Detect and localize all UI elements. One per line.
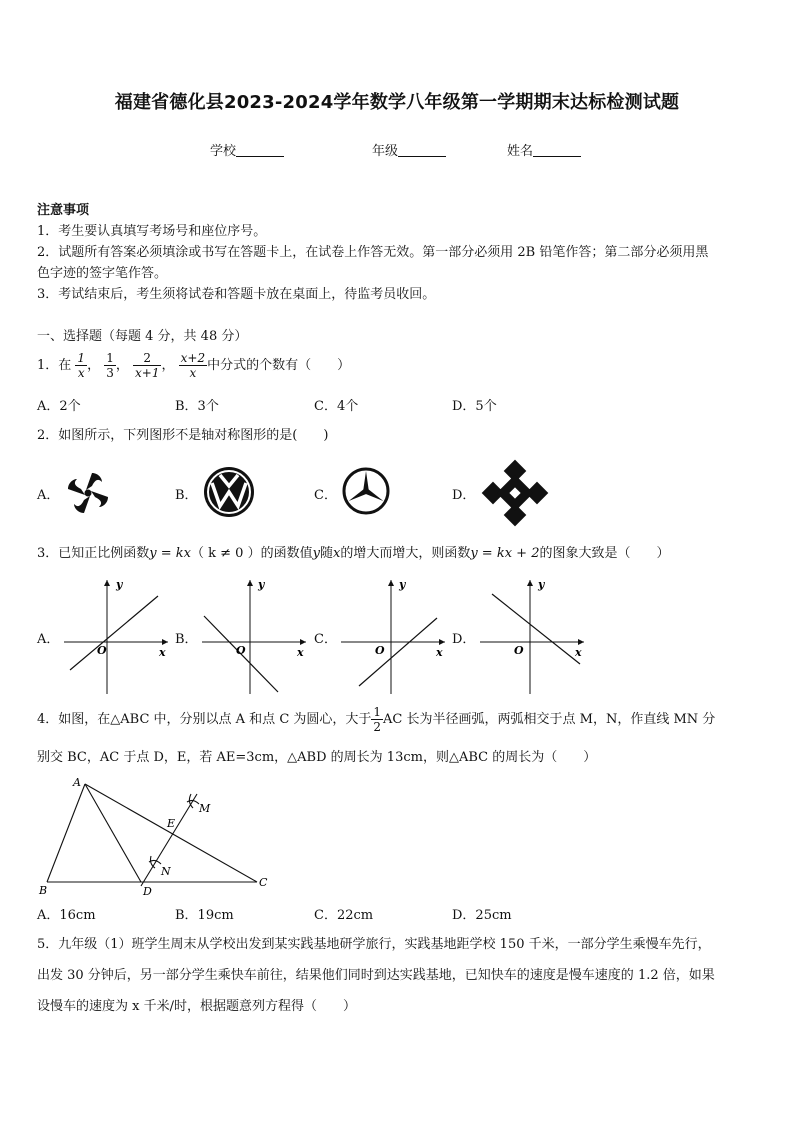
q1-prefix: 1．在	[37, 358, 72, 373]
option-b[interactable]: B．	[175, 632, 198, 647]
y-axis-label: y	[538, 578, 545, 591]
option-d[interactable]: D．5个	[452, 399, 497, 414]
equation: y = kx	[149, 546, 191, 561]
notice-item: 色字迹的签字笔作答。	[37, 266, 168, 281]
option-a[interactable]: A．	[37, 488, 60, 503]
pinwheel-figure	[62, 467, 114, 519]
name-blank[interactable]	[533, 144, 581, 157]
question-1: 1．在 $\frac{1}{x}$ ， $\frac{1}{3}$ ， $\frac{2}{x+1}$ ， $\frac{x+2}{x}$ 中分式的个数有（ ）	[37, 351, 351, 380]
diamond-cross-figure	[480, 458, 550, 528]
option-b[interactable]: B．	[175, 488, 198, 503]
origin-label: O	[236, 644, 246, 657]
x-axis-label: x	[575, 646, 582, 659]
y-axis-label: y	[116, 578, 123, 591]
fraction: $\frac{1}{2}$	[373, 705, 382, 734]
option-a[interactable]: A．16cm	[37, 908, 96, 923]
graph-d	[478, 576, 588, 696]
question-4-line-2: 别交 BC，AC 于点 D，E，若 AE=3cm，△ABD 的周长为 13cm，则△ABC 的周长为（ ）	[37, 750, 597, 765]
origin-label: O	[514, 644, 524, 657]
equation: y = kx + 2	[470, 546, 540, 561]
fraction: $\frac{1}{3}$	[106, 351, 114, 380]
point-e-label: E	[167, 817, 176, 830]
question-4-line-1: 4．如图，在△ABC 中，分别以点 A 和点 C 为圆心，大于 $\frac{1}{2}$ AC 长为半径画弧，两弧相交于点 M，N，作直线 MN 分	[37, 705, 716, 734]
grade-blank[interactable]	[398, 144, 446, 157]
option-d[interactable]: D．25cm	[452, 908, 512, 923]
point-b-label: B	[39, 884, 48, 897]
option-d[interactable]: D．	[452, 632, 476, 647]
point-m-label: M	[199, 802, 211, 815]
point-c-label: C	[259, 876, 268, 889]
graph-b	[200, 576, 310, 696]
option-c[interactable]: C．	[314, 632, 337, 647]
option-b[interactable]: B．3个	[175, 399, 219, 414]
school-label: 学校	[210, 144, 237, 159]
name-field	[507, 140, 581, 159]
section-heading: 一、选择题（每题 4 分，共 48 分）	[37, 329, 248, 344]
origin-label: O	[97, 644, 107, 657]
name-label: 姓名	[507, 144, 534, 159]
grade-field	[372, 140, 446, 159]
graph-a	[62, 576, 172, 696]
option-d[interactable]: D．	[452, 488, 476, 503]
fraction: $\frac{2}{x+1}$	[135, 351, 160, 380]
x-axis-label: x	[159, 646, 166, 659]
fraction: $\frac{x+2}{x}$	[180, 351, 206, 380]
question-5-line: 出发 30 分钟后，另一部分学生乘快车前往，结果他们同时到达实践基地，已知快车的速度是慢车速度的 1.2 倍，如果	[37, 968, 715, 983]
question-2: 2．如图所示，下列图形不是轴对称图形的是( )	[37, 428, 329, 443]
x-axis-label: x	[436, 646, 443, 659]
option-a[interactable]: A．	[37, 632, 60, 647]
option-c[interactable]: C．22cm	[314, 908, 374, 923]
mercedes-logo-figure	[341, 466, 391, 516]
grade-label: 年级	[372, 144, 399, 159]
point-d-label: D	[143, 885, 152, 898]
option-c[interactable]: C．	[314, 488, 337, 503]
vw-logo-figure	[203, 466, 255, 518]
graph-c	[339, 576, 449, 696]
y-axis-label: y	[399, 578, 406, 591]
notice-item: 1．考生要认真填写考场号和座位序号。	[37, 224, 267, 239]
fraction: $\frac{1}{x}$	[77, 351, 86, 380]
triangle-figure	[37, 774, 277, 898]
point-n-label: N	[161, 865, 171, 878]
page-title: 福建省德化县2023-2024学年数学八年级第一学期期末达标检测试题	[114, 92, 680, 113]
question-5-line: 5．九年级（1）班学生周末从学校出发到某实践基地研学旅行，实践基地距学校 150 千米，一部分学生乘慢车先行，	[37, 937, 711, 952]
school-field	[210, 140, 284, 159]
y-axis-label: y	[258, 578, 265, 591]
question-3: 3．已知正比例函数y = kx（ k ≠ 0 ）的函数值y随x的增大而增大，则函数y = kx + 2的图象大致是（ ）	[37, 546, 670, 561]
notice-heading: 注意事项	[37, 203, 90, 218]
q1-suffix: 中分式的个数有（ ）	[207, 358, 351, 373]
question-5-line: 设慢车的速度为 x 千米/时，根据题意列方程得（ ）	[37, 999, 356, 1014]
notice-item: 3．考试结束后，考生须将试卷和答题卡放在桌面上，待监考员收回。	[37, 287, 436, 302]
notice-item: 2．试题所有答案必须填涂或书写在答题卡上，在试卷上作答无效。第一部分必须用 2B 铅笔作答；第二部分必须用黑	[37, 245, 709, 260]
option-b[interactable]: B．19cm	[175, 908, 234, 923]
option-a[interactable]: A．2个	[37, 399, 81, 414]
school-blank[interactable]	[236, 144, 284, 157]
option-c[interactable]: C．4个	[314, 399, 359, 414]
x-axis-label: x	[297, 646, 304, 659]
origin-label: O	[375, 644, 385, 657]
point-a-label: A	[73, 776, 81, 789]
